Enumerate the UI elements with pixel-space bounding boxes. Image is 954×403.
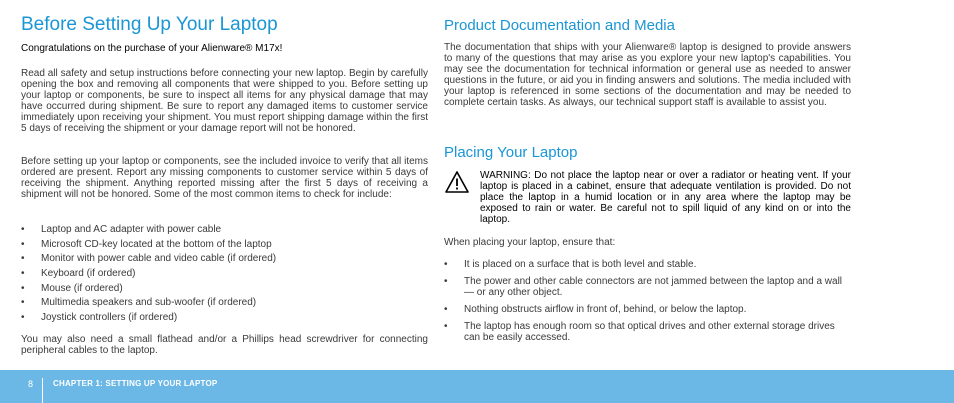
list-item: • Keyboard (if ordered) (21, 268, 428, 279)
list-item: • The power and other cable connectors are not jammed between the laptop and a wall — or any other object. (444, 276, 851, 298)
documentation-heading: Product Documentation and Media (444, 17, 675, 34)
list-item: • Multimedia speakers and sub-woofer (if ordered) (21, 297, 428, 308)
footer-divider (42, 378, 43, 403)
documentation-paragraph: The documentation that ships with your Alienware® laptop is designed to provide answers to many of the questions that may arise as you explore your new laptop's capabilities. You may see the documentation for technical information or general use as needed to answer questions in the future, or aid you in finding answers and solutions. The media included with your laptop is referenced in some sections of the documentation and may be needed to complete certain tasks. As always, our technical support staff is available to assist you. (444, 42, 851, 108)
page-title: Before Setting Up Your Laptop (21, 14, 278, 35)
placement-list (444, 259, 851, 349)
list-item: • It is placed on a surface that is both level and stable. (444, 259, 851, 270)
items-to-check-list (21, 224, 428, 327)
chapter-label: CHAPTER 1: SETTING UP YOUR LAPTOP (53, 379, 218, 388)
safety-paragraph: Read all safety and setup instructions before connecting your new laptop. Begin by carefully opening the box and removing all components that were shipped to you. Before setting up your laptop or components, be sure to inspect all items for any physical damage that may have occurred during shipment. Be sure to report any damaged items to customer service immediately upon receiving your shipment. You must report shipping damage within the first 5 days of receiving the shipment or your damage report will not be honored. (21, 68, 428, 134)
placing-heading: Placing Your Laptop (444, 144, 578, 161)
list-item: • Monitor with power cable and video cable (if ordered) (21, 253, 428, 264)
list-item: • The laptop has enough room so that optical drives and other external storage drives can be easily accessed. (444, 321, 851, 343)
list-item: • Mouse (if ordered) (21, 283, 428, 294)
warning-text: WARNING: Do not place the laptop near or over a radiator or heating vent. If your laptop is placed in a cabinet, ensure that adequate ventilation is provided. Do not place the laptop in a humid location or in any area where the laptop may be exposed to rain or water. Be careful not to spill liquid of any kind on or into the laptop. (480, 170, 851, 225)
warning-triangle-icon (444, 170, 470, 194)
list-item: • Joystick controllers (if ordered) (21, 312, 428, 323)
placement-intro: When placing your laptop, ensure that: (444, 237, 616, 248)
list-item: • Nothing obstructs airflow in front of, behind, or below the laptop. (444, 304, 851, 315)
footer-bar (0, 370, 954, 403)
list-item: • Microsoft CD-key located at the bottom of the laptop (21, 239, 428, 250)
invoice-paragraph: Before setting up your laptop or components, see the included invoice to verify that all items ordered are present. Report any missing components to customer service within 5 days of receiving the shipment. Anything reported missing after the first 5 days of receiving a shipment will not be honored. Some of the most common items to check for include: (21, 156, 428, 200)
page-number: 8 (28, 379, 34, 389)
list-item: • Laptop and AC adapter with power cable (21, 224, 428, 235)
screwdriver-paragraph: You may also need a small flathead and/or a Phillips head screwdriver for connecting peripheral cables to the laptop. (21, 334, 428, 356)
congratulations-line: Congratulations on the purchase of your Alienware® M17x! (21, 43, 283, 54)
